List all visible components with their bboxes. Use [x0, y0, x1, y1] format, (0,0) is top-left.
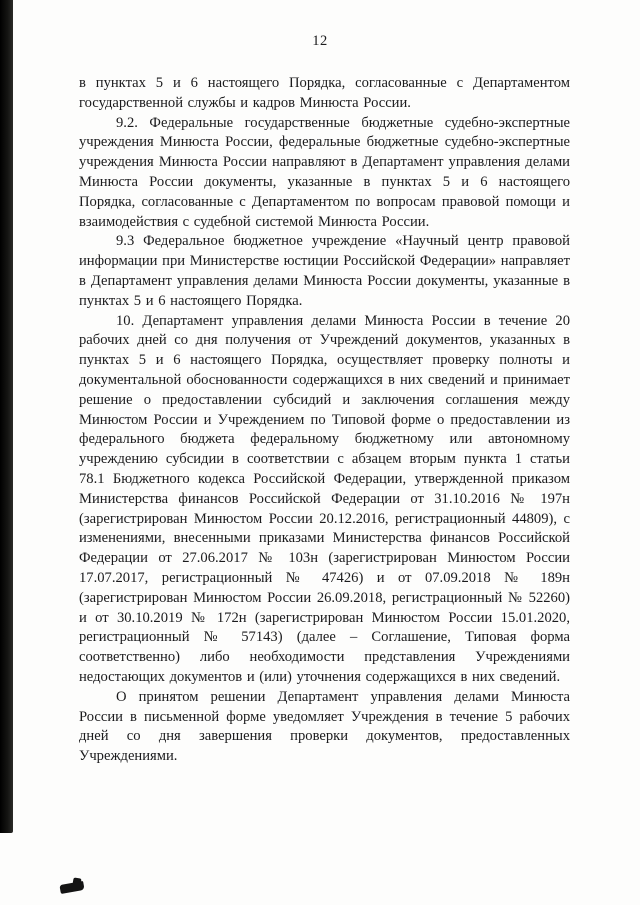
page-number: 12	[312, 33, 328, 49]
paragraph: в пунктах 5 и 6 настоящего Порядка, согласованные с Департаментом государственной службы и кадров Минюста России.	[79, 75, 570, 111]
paragraph: 9.2. Федеральные государственные бюджетные судебно-экспертные учреждения Минюста России, федеральные бюджетные судебно-экспертные учреждения Минюста России направляют в Департамент управления делами Минюста России документы, указанные в пунктах 5 и 6 настоящего Порядка, согласованные с Департаментом по вопросам правовой помощи и взаимодействия с судебной системой Минюста России.	[79, 114, 570, 230]
scan-edge-artifact	[0, 0, 13, 833]
paragraph: О принятом решении Департамент управления делами Минюста России в письменной форме уведомляет Учреждения в течение 5 рабочих дней со дня завершения проверки документов, предоставленных Учреждениями.	[79, 688, 570, 765]
scan-ink-spot-artifact	[59, 881, 84, 894]
paragraph: 10. Департамент управления делами Минюста России в течение 20 рабочих дней со дня получения от Учреждений документов, указанных в пунктах 5 и 6 настоящего Порядка, осуществляет проверку полноты и документальной обоснованности содержащихся в них сведений и принимает решение о предоставлении субсидий и заключения соглашения между Минюстом России и Учреждением по Типовой форме о предоставлении из федерального бюджета федеральному бюджетному или автономному учреждению субсидии в соответствии с абзацем вторым пункта 1 статьи 78.1 Бюджетного кодекса Российской Федерации, утвержденной приказом Министерства финансов Российской Федерации от 31.10.2016 № 197н (зарегистрирован Минюстом России 20.12.2016, регистрационный 44809), с изменениями, внесенными приказами Министерства финансов Российской Федерации от 27.06.2017 № 103н (зарегистрирован Минюстом России 17.07.2017, регистрационный № 47426) и от 07.09.2018 № 189н (зарегистрирован Минюстом России 26.09.2018, регистрационный № 52260) и от 30.10.2019 № 172н (зарегистрирован Минюстом России 15.01.2020, регистрационный № 57143) (далее – Соглашение, Типовая форма соответственно) либо необходимости представления Учреждениями недостающих документов и (или) уточнения содержащихся в них сведений.	[79, 312, 570, 685]
paragraph: 9.3 Федеральное бюджетное учреждение «Научный центр правовой информации при Министерстве юстиции Российской Федерации» направляет в Департамент управления делами Минюста России документы, указанные в пунктах 5 и 6 настоящего Порядка.	[79, 233, 570, 309]
document-body	[79, 74, 570, 767]
